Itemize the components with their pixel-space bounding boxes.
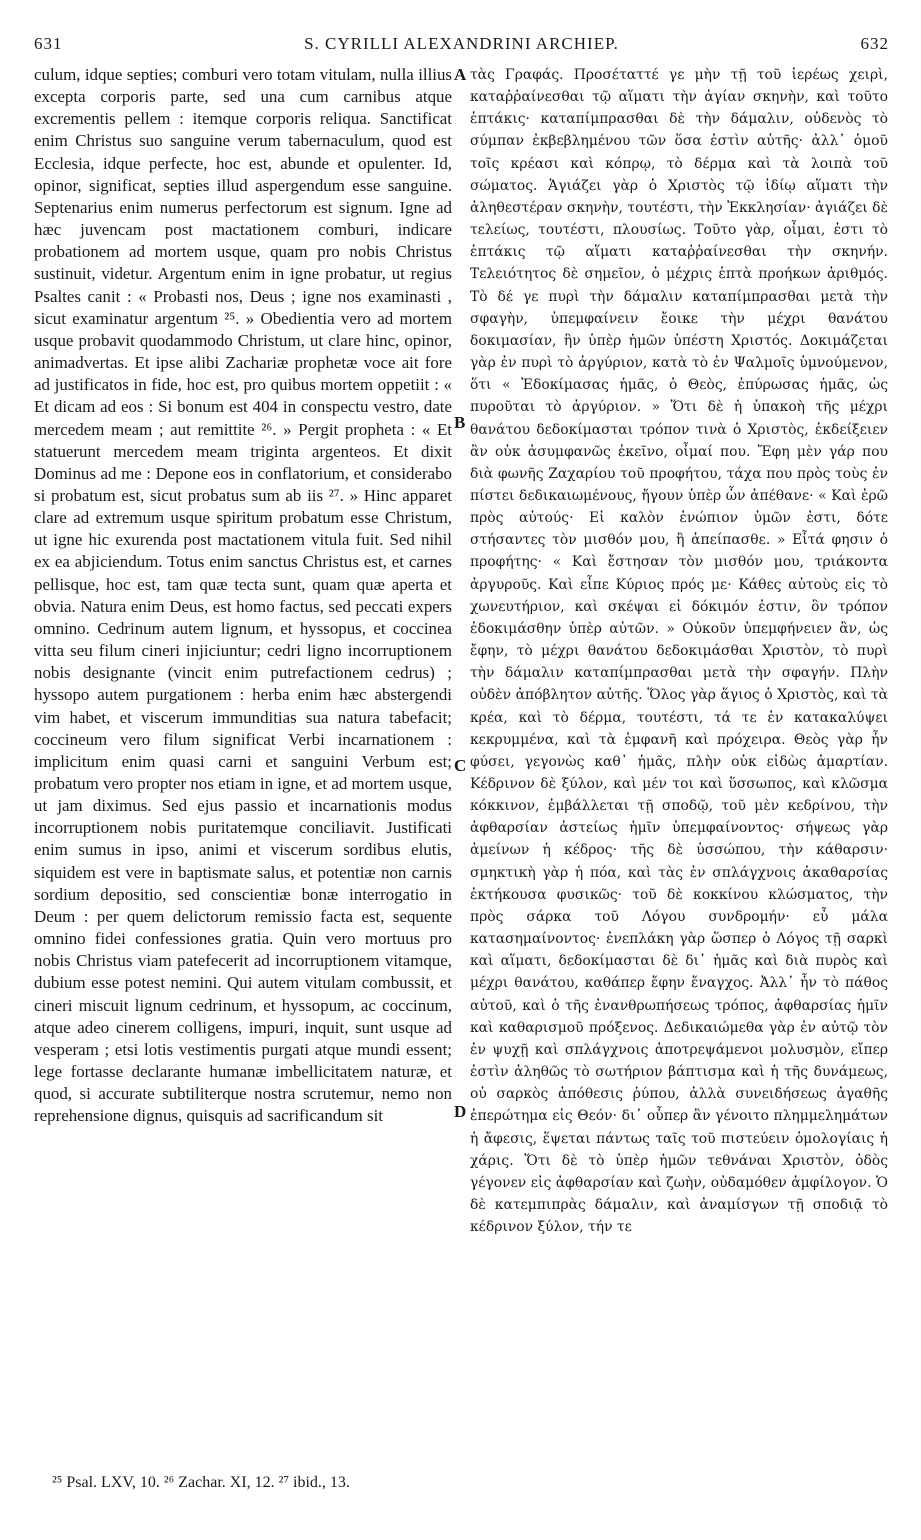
latin-column <box>34 64 452 1456</box>
page-number-right: 632 <box>860 34 889 53</box>
margin-marker-c: C <box>454 756 467 775</box>
latin-text: culum, idque septies; comburi vero totam vitulam, nulla illius excepta corporis parte, sed una cum carnibus atque excrementis pellem : itemque corporis reliqua. Sanctificat enim Christus suo sanguine verum tabernaculum, quod est Ecclesia, idque perfecte, hoc est, abunde et opulenter. Id, opinor, significat, septies illud aspergendum esse sanguine. Septenarius enim numerus perfectorum est signum. Igne ad hæc juvencam post mactationem comburi, indicare probationem ad mortem usque, quam pro nobis Christus sustinuit, videtur. Argentum enim in igne probatur, ut regius Psaltes canit : « Probasti nos, Deus ; igne nos examinasti , sicut examinatur argentum ²⁵. » Obedientia vero ad mortem usque probavit quodammodo Christum, ut clare hinc, opinor, animadvertas. Et ipse alibi Zachariæ prophetæ voce ait fore ad justificatos in fide, hoc est, pro quibus mortem oppetiit : « Et dicam ad eos : Si bonum est 404 in conspectu vestro, date mercedem meam ; aut remittite ²⁶. » Pergit propheta : « Et statuerunt mercedem meam triginta argenteos. Et dixit Dominus ad me : Depone eos in conflatorium, et considerabo si probatum est, sicut probatus sum ab iis ²⁷. » Hinc apparet clare ad extremum usque spiritum probatum esse Christum, ut igne hic exurenda post mactationem vitula fuit. Sed nihil ex ea abjiciendum. Totus enim sanctus Christus est, et carnes pellisque, hoc est, tam quæ tecta sunt, quam quæ aperta et obvia. Natura enim Deus, est homo factus, sed peccati expers omnino. Cedrinum autem lignum, et hyssopus, et coccinea vitta seu filum cineri injiciuntur; cedri ligno incorruptionem nobis designante (vincit enim putrefactionem cedrus) ; hyssopo autem purgationem : herba enim hæc abstergendi vim habet, et viscerum immunditias sua natura tabefacit; coccineum vero filum significat Verbi incarnationem : implicitum enim quasi carni et sanguini Verbum est; probatum vero propter nos etiam in igne, et ad mortem usque, ut jam diximus. Sed ejus passio et incarnationis modus incorruptionem nobis puritatemque conciliavit. Justificati enim sumus in ipso, animi et viscerum sordibus elutis, siquidem est vere in baptismate salus, et potentiæ non carnis sordium depositio, sed conscientiæ bonæ interrogatio in Deum : per quem delictorum remissio facta est, sequente omnino fidei confessiones gratia. Quin vero mortuus pro nobis Christus viam patefecerit ad incorruptionem vitamque, dubium esse potest nemini. Qui autem vitulam combussit, et cineri miscuit lignum cedrinum, et hyssopum, ac coccinum, atque adeo cinerem colligens, impuri, inquit, sunt usque ad vesperam ; etsi lotis vestimentis purgati atque mundi essent; lege fortasse declarante humanæ imbellicitatem naturæ, et quod, si accurate subtiliterque nostra scrutemur, nemo non reprehensione dignus, quisquis ad sacrificandum sit <box>34 65 452 1126</box>
margin-marker-d: D <box>454 1102 467 1121</box>
running-title: S. CYRILLI ALEXANDRINI ARCHIEP. <box>304 34 619 53</box>
margin-marker-a: A <box>454 65 467 84</box>
greek-column <box>470 64 888 1456</box>
margin-marker-b: B <box>454 413 466 432</box>
page-number-left: 631 <box>34 34 63 53</box>
footnotes: ²⁵ Psal. LXV, 10. ²⁶ Zachar. XI, 12. ²⁷ ibid., 13. <box>52 1474 350 1491</box>
greek-text: τὰς Γραφάς. Προσέταττέ γε μὴν τῇ τοῦ ἱερέως χειρὶ, καταῤῥαίνεσθαι τῷ αἵματι τὴν ἁγίαν σκηνὴν, καὶ τοῦτο ἑπτάκις· καταπίμπρασθαι δὲ τὴν δάμαλιν, οὐδενὸς τὸ σύμπαν ἐκβεβλημένου τῶν ὅσα ἐστὶν αὐτῆς· ἀλλ᾽ ὁμοῦ τοῖς κρέασι καὶ κόπρῳ, τὸ δέρμα καὶ τὰ λοιπὰ τοῦ σώματος. Ἁγιάζει γὰρ ὁ Χριστὸς τῷ ἰδίῳ αἵματι τὴν ἀληθεστέραν σκηνὴν, τουτέστι, τὴν Ἐκκλησίαν· ἁγιάζει δὲ τελείως, τουτέστι, πλουσίως. Τοῦτο γὰρ, οἶμαι, ἐστι τὸ ἑπτάκις τῷ αἵματι καταῤῥαίνεσθαι τὴν σκηνήν. Τελειότητος δὲ σημεῖον, ὁ μέχρις ἑπτὰ προήκων ἀριθμός. Τὸ δέ γε πυρὶ τὴν δάμαλιν καταπίμπρασθαι μετὰ τὴν σφαγὴν, ὑπεμφαίνειν ἔοικε τὴν μέχρι θανάτου δοκιμασίαν, ἣν ὑπὲρ ἡμῶν ὑπέστη Χριστός. Δοκιμάζεται γὰρ ἐν πυρὶ τὸ ἀργύριον, κατὰ τὸ ἐν Ψαλμοῖς ὑμνούμενον, ὅτι « Ἐδοκίμασας ἡμᾶς, ὁ Θεὸς, ἐπύρωσας ἡμᾶς, ὡς πυροῦται τὸ ἀργύριον. » Ὅτι δὲ ἡ ὑπακοὴ τῆς μέχρι θανάτου δεδοκίμασται τρόπον τινὰ ὁ Χριστὸς, ἐκδείξειεν ἂν οὐκ ἀσυμφανῶς ἐκεῖνο, οἶμαί που. Ἔφη μὲν γάρ που διὰ φωνῆς Ζαχαρίου τοῦ προφήτου, τάχα που πρὸς τοὺς ἐν πίστει δεδικαιωμένους, ἤγουν ὑπὲρ ὧν ἀπέθανε· « Καὶ ἐρῶ πρὸς αὐτούς· Εἰ καλὸν ἐνώπιον ὑμῶν ἐστι, δότε στήσαντες τὸν μισθόν μου, ἢ ἀπείπασθε. » Εἶτά φησιν ὁ προφήτης· « Καὶ ἔστησαν τὸν μισθόν μου, τριάκοντα ἀργυροῦς. Καὶ εἶπε Κύριος πρός με· Κάθες αὐτοὺς εἰς τὸ χωνευτήριον, καὶ σκέψαι εἰ δόκιμόν ἐστιν, ὃν τρόπον ἐδοκιμάσθην ὑπὲρ αὐτῶν. » Οὐκοῦν ὑπεμφήνειεν ἂν, ὡς ἔφην, τὸ μέχρι θανάτου δεδοκιμάσθαι Χριστὸν, τὸ πυρὶ τὴν δάμαλιν καταπίμπρασθαι μετὰ τὴν σφαγήν. Πλὴν οὐδὲν ἀπόβλητον αὐτῆς. Ὅλος γὰρ ἅγιος ὁ Χριστὸς, καὶ τὰ κρέα, καὶ τὸ δέρμα, τουτέστι, τά τε ἐν κατακαλύψει κεκρυμμένα, καὶ τὰ ἐμφανῆ καὶ πρόχειρα. Θεὸς γὰρ ἦν φύσει, γεγονὼς καθ᾽ ἡμᾶς, πλὴν οὐκ εἰδὼς ἁμαρτίαν. Κέδρινον δὲ ξύλον, καὶ μέν τοι καὶ ὕσσωπος, καὶ κλῶσμα κόκκινον, ἐμβάλλεται τῇ σποδῷ, τοῦ μὲν κεδρίνου, τὴν ἀφθαρσίαν ἀστείως ἡμῖν ὑπεμφαίνοντος· σήψεως γὰρ ἀμείνων ἡ κέδρος· τῆς δὲ ὑσσώπου, τὴν κάθαρσιν· σμηκτικὴ γὰρ ἡ πόα, καὶ τὰς ἐν σπλάγχνοις ἀκαθαρσίας ἐκτήκουσα φυσικῶς· τοῦ δὲ κοκκίνου κλώσματος, τὴν πρὸς σάρκα τοῦ Λόγου συνδρομήν· εὖ μάλα κατασημαίνοντος· ἐνεπλάκη γὰρ ὥσπερ ὁ Λόγος τῇ σαρκὶ καὶ αἵματι, δεδοκίμασται δὲ δι᾽ ἡμᾶς καὶ διὰ πυρὸς καὶ μέχρι θανάτου, καθάπερ ἔφην ἔναγχος. Ἀλλ᾽ ἦν τὸ πάθος αὐτοῦ, καὶ ὁ τῆς ἐνανθρωπήσεως τρόπος, ἀφθαρσίας ἡμῖν καὶ καθαρισμοῦ πρόξενος. Δεδικαιώμεθα γὰρ ἐν αὐτῷ τὸν ἐν ψυχῇ καὶ σπλάγχνοις ἀποτρεψάμενοι μολυσμὸν, εἴπερ ἐστὶν ἀληθῶς τὸ σωτήριον βάπτισμα καὶ ἡ τῆς δυνάμεως, οὐ σαρκὸς ἀπόθεσις ῥύπου, ἀλλὰ συνειδήσεως ἀγαθῆς ἐπερώτημα εἰς Θεόν· δι᾽ οὗπερ ἂν γένοιτο πλημμελημάτων ἡ ἄφεσις, ἕψεται πάντως ταῖς τοῦ πιστεύειν ὁμολογίαις ἡ χάρις. Ὅτι δὲ τὸ ὑπὲρ ἡμῶν τεθνάναι Χριστὸν, ὁδὸς γέγονεν εἰς ἀφθαρσίαν καὶ ζωὴν, οὐδαμόθεν ἀμφίλογον. Ὁ δὲ κατεμπιπρὰς δάμαλιν, καὶ ἀναμίσγων τῇ σποδιᾷ τὸ κέδρινον ξύλον, τήν τε <box>470 67 888 1236</box>
page-header <box>34 34 889 56</box>
